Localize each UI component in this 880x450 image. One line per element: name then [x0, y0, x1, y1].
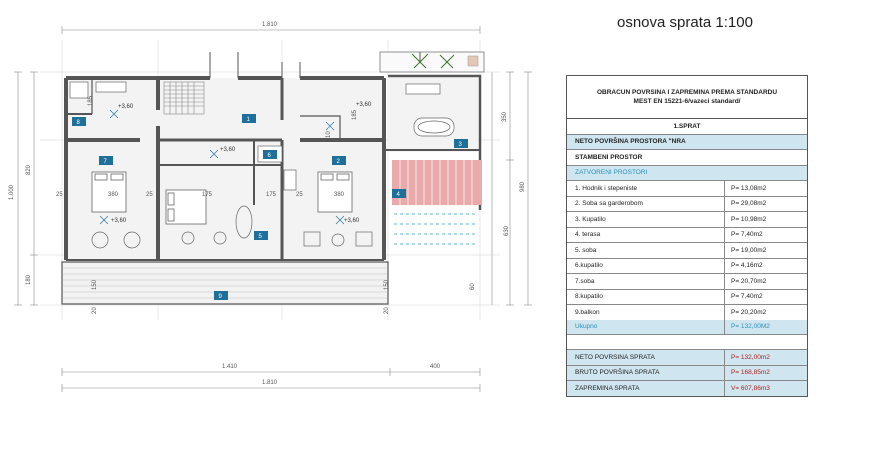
room-area: P= 13,08m2: [731, 184, 767, 192]
table-row: [567, 228, 807, 244]
room-area: P= 7,40m2: [731, 231, 763, 239]
ukupno-value: P= 132,00M2: [731, 323, 770, 331]
table-row: [567, 243, 807, 259]
table-row: [567, 197, 807, 213]
table-header-line1: OBRACUN POVRSINA I ZAPREMINA PREMA STANDARDU: [596, 89, 778, 96]
dim-label: 1.810: [262, 22, 278, 28]
dim-label: 20: [92, 307, 98, 314]
dim-label: 980: [520, 181, 526, 192]
table-row: [567, 212, 807, 228]
summary-row: [567, 350, 807, 366]
dim-label: 380: [108, 192, 119, 198]
dim-label: 25: [56, 192, 63, 198]
dim-label: 60: [470, 283, 476, 290]
summary-value: P= 168,85m2: [731, 369, 770, 377]
room-name: 5. soba: [567, 243, 725, 258]
dim-label: 175: [202, 192, 213, 198]
room-name: 2. Soba sa garderobom: [567, 197, 725, 212]
stambeni-title: STAMBENI PROSTOR: [575, 153, 643, 161]
table-spacer: [567, 335, 807, 350]
summary-row: [567, 381, 807, 396]
table-row: [567, 181, 807, 197]
room-number-5: 5: [258, 234, 262, 240]
room-name: 3. Kupatilo: [567, 212, 725, 227]
ukupno-label: Ukupno: [567, 320, 725, 335]
summary-value: P= 132,00m2: [731, 353, 770, 361]
room-area: P= 4,16m2: [731, 262, 763, 270]
area-table: [566, 75, 808, 397]
room-area: P= 7,40m2: [731, 293, 763, 301]
room-area: P= 29,08m2: [731, 200, 767, 208]
table-header-line2: MEST EN 15221-6/vazeci standard/: [633, 98, 741, 105]
drawing-title: osnova sprata 1:100: [617, 14, 753, 31]
summary-name: ZAPREMINA SPRATA: [567, 381, 725, 396]
floor-area: [66, 78, 384, 260]
dim-label: 1.410: [222, 364, 238, 370]
dim-label: 180: [26, 274, 32, 285]
room-area: P= 19,00m2: [731, 246, 767, 254]
dim-label: 380: [334, 192, 345, 198]
dim-label: 1.000: [9, 184, 15, 200]
room-name: 7.soba: [567, 274, 725, 289]
room-number-1: 1: [246, 117, 250, 123]
zatvoreni-title: ZATVORENI PROSTORI: [575, 169, 648, 177]
room-name: 1. Hodnik i stepeniste: [567, 181, 725, 196]
room-name: 8.kupatilo: [567, 290, 725, 305]
table-row: [567, 290, 807, 306]
summary-name: NETO POVRSINA SPRATA: [567, 350, 725, 365]
room-rows: [567, 181, 807, 320]
terrace-deck: [392, 160, 482, 205]
dim-label: 20: [384, 307, 390, 314]
level-label: +3,60: [356, 102, 372, 108]
dim-label: 185: [352, 109, 358, 120]
summary-rows: [567, 350, 807, 396]
dim-label: 150: [384, 279, 390, 290]
dim-label: 820: [26, 164, 32, 175]
summary-row: [567, 366, 807, 382]
table-header: [567, 76, 807, 119]
dim-label: 150: [92, 279, 98, 290]
room-number-4: 4: [396, 192, 400, 198]
neto-title: NETO POVRŠINA PROSTORA "NRA: [575, 138, 686, 146]
room-number-2: 2: [336, 159, 340, 165]
pool-edge-lines: [394, 214, 478, 244]
room-area: P= 20,70m2: [731, 277, 767, 285]
room-number-6: 6: [267, 153, 271, 159]
dim-label: 25: [146, 192, 153, 198]
room-name: 9.balkon: [567, 305, 725, 320]
planter-pot: [468, 56, 478, 66]
table-row: [567, 305, 807, 320]
room-area: P= 20,20m2: [731, 308, 767, 316]
room-number-9: 9: [218, 294, 222, 300]
room-number-7: 7: [103, 159, 107, 165]
level-label: +3,60: [111, 218, 127, 224]
dim-label: 25: [296, 192, 303, 198]
table-row: [567, 274, 807, 290]
level-label: +3,60: [220, 147, 236, 153]
dim-label: 1.810: [262, 380, 278, 386]
table-row: [567, 259, 807, 275]
dim-label: 185: [88, 95, 94, 106]
section-title: 1.SPRAT: [673, 122, 701, 130]
room-number-8: 8: [76, 120, 80, 126]
level-label: +3,60: [118, 104, 134, 110]
dim-label: 10: [326, 131, 332, 138]
room-number-3: 3: [458, 142, 462, 148]
level-label: +3,60: [344, 218, 360, 224]
dim-label: 350: [502, 111, 508, 122]
summary-name: BRUTO POVRŠINA SPRATA: [567, 366, 725, 381]
summary-value: V= 607,86m3: [731, 384, 770, 392]
room-name: 6.kupatilo: [567, 259, 725, 274]
dim-label: 400: [430, 364, 441, 370]
dim-label: 175: [266, 192, 277, 198]
room-name: 4. terasa: [567, 228, 725, 243]
room-area: P= 10,98m2: [731, 215, 767, 223]
dim-label: 630: [504, 225, 510, 236]
